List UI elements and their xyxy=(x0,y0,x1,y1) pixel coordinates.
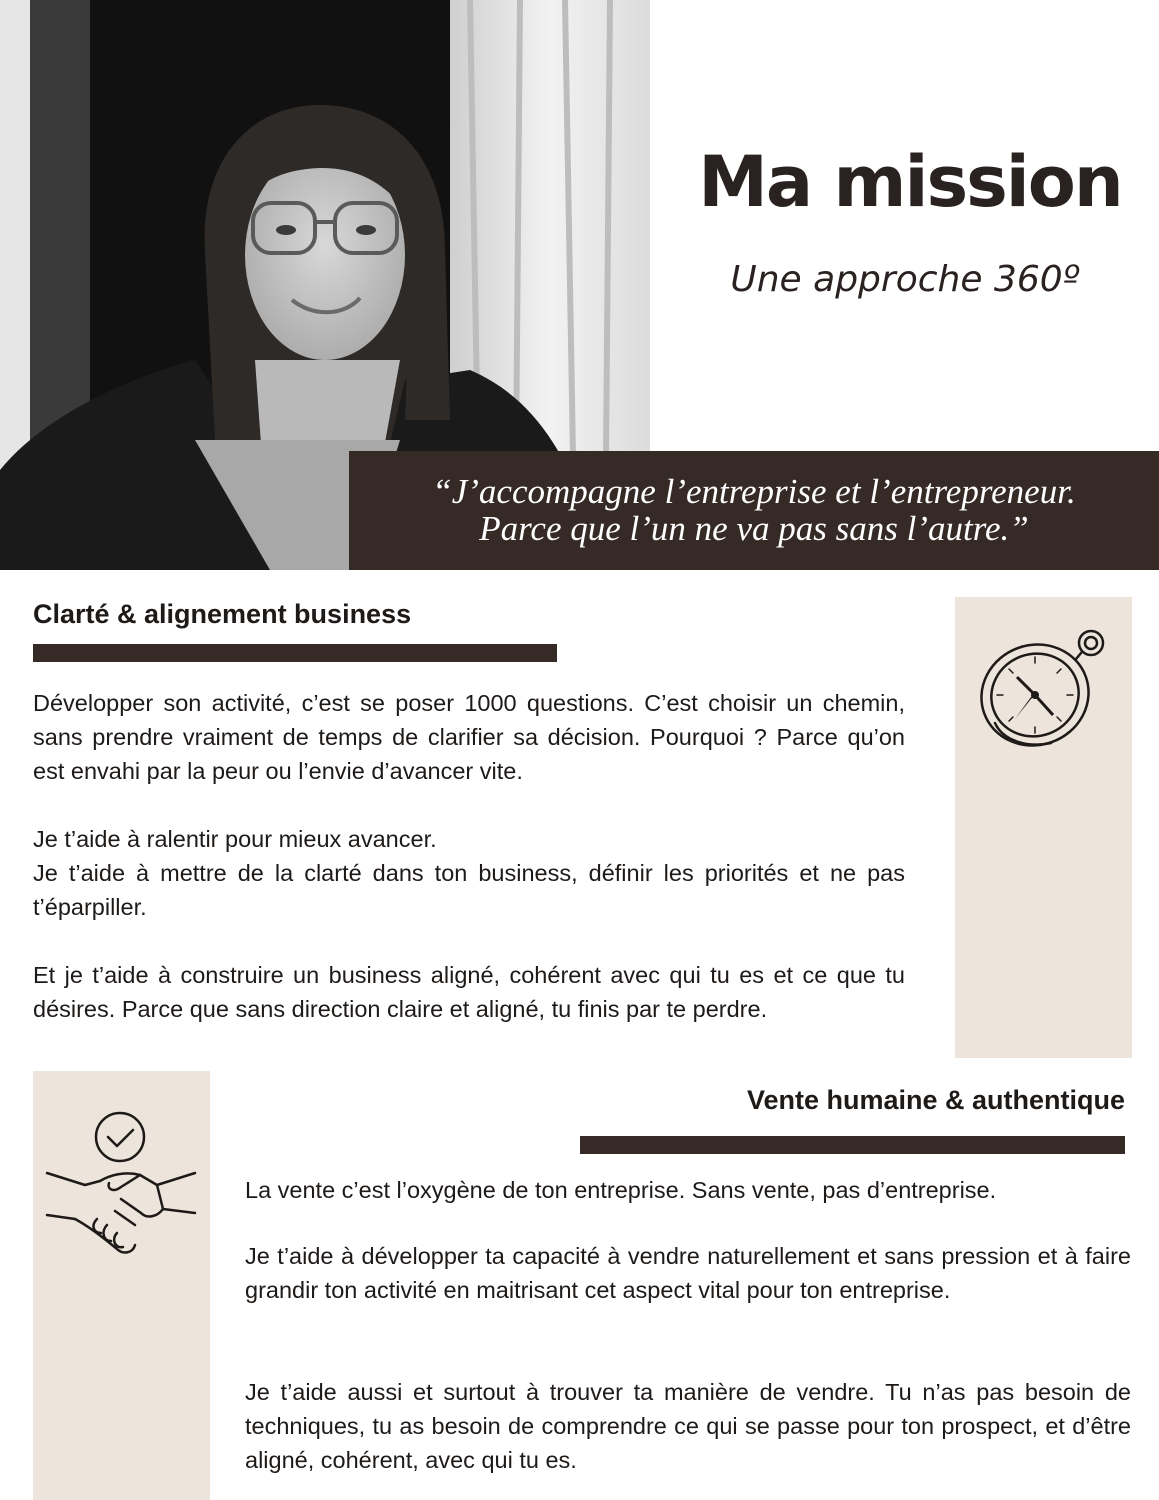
section2-paragraph-1: La vente c’est l’oxygène de ton entreprise. Sans vente, pas d’entreprise. xyxy=(245,1177,997,1203)
page-title: Ma mission xyxy=(698,141,1122,223)
section1-paragraph-4: Et je t’aide à construire un business aligné, cohérent avec qui tu es et ce que tu désires. Parce que sans direction claire et aligné, tu finis par te perdre. xyxy=(33,962,905,1022)
section2-paragraph-3: Je t’aide aussi et surtout à trouver ta manière de vendre. Tu n’as pas besoin de techniques, tu as besoin de comprendre ce qui se passe pour ton prospect, et d’être aligné, cohérent, avec qui tu es. xyxy=(245,1379,1131,1473)
quote-line-2: Parce que l’un ne va pas sans l’autre.” xyxy=(479,508,1029,548)
compass-icon xyxy=(973,623,1113,753)
quote-banner xyxy=(349,451,1159,570)
compass-panel xyxy=(955,597,1132,1058)
handshake-check-icon xyxy=(45,1109,201,1269)
section2-divider xyxy=(580,1136,1125,1154)
quote-line-1: “J’accompagne l’entreprise et l’entrepreneur. xyxy=(432,471,1076,511)
section1-paragraph-1: Développer son activité, c’est se poser 1000 questions. C’est choisir un chemin, sans prendre vraiment de temps de clarifier sa décision. Pourquoi ? Parce qu’on est envahi par la peur ou l’envie d’avancer vite. xyxy=(33,690,905,784)
section2-paragraph-2: Je t’aide à développer ta capacité à vendre naturellement et sans pression et à faire grandir ton activité en maitrisant cet aspect vital pour ton entreprise. xyxy=(245,1243,1131,1303)
page-subtitle: Une approche 360º xyxy=(730,259,1080,300)
section1-divider xyxy=(33,644,557,662)
section2-heading: Vente humaine & authentique xyxy=(746,1085,1125,1115)
section1-heading: Clarté & alignement business xyxy=(33,599,412,629)
section1-paragraph-2: Je t’aide à ralentir pour mieux avancer. xyxy=(33,826,437,852)
handshake-panel xyxy=(33,1071,210,1500)
section1-paragraph-3: Je t’aide à mettre de la clarté dans ton business, définir les priorités et ne pas t’éparpiller. xyxy=(33,860,905,920)
